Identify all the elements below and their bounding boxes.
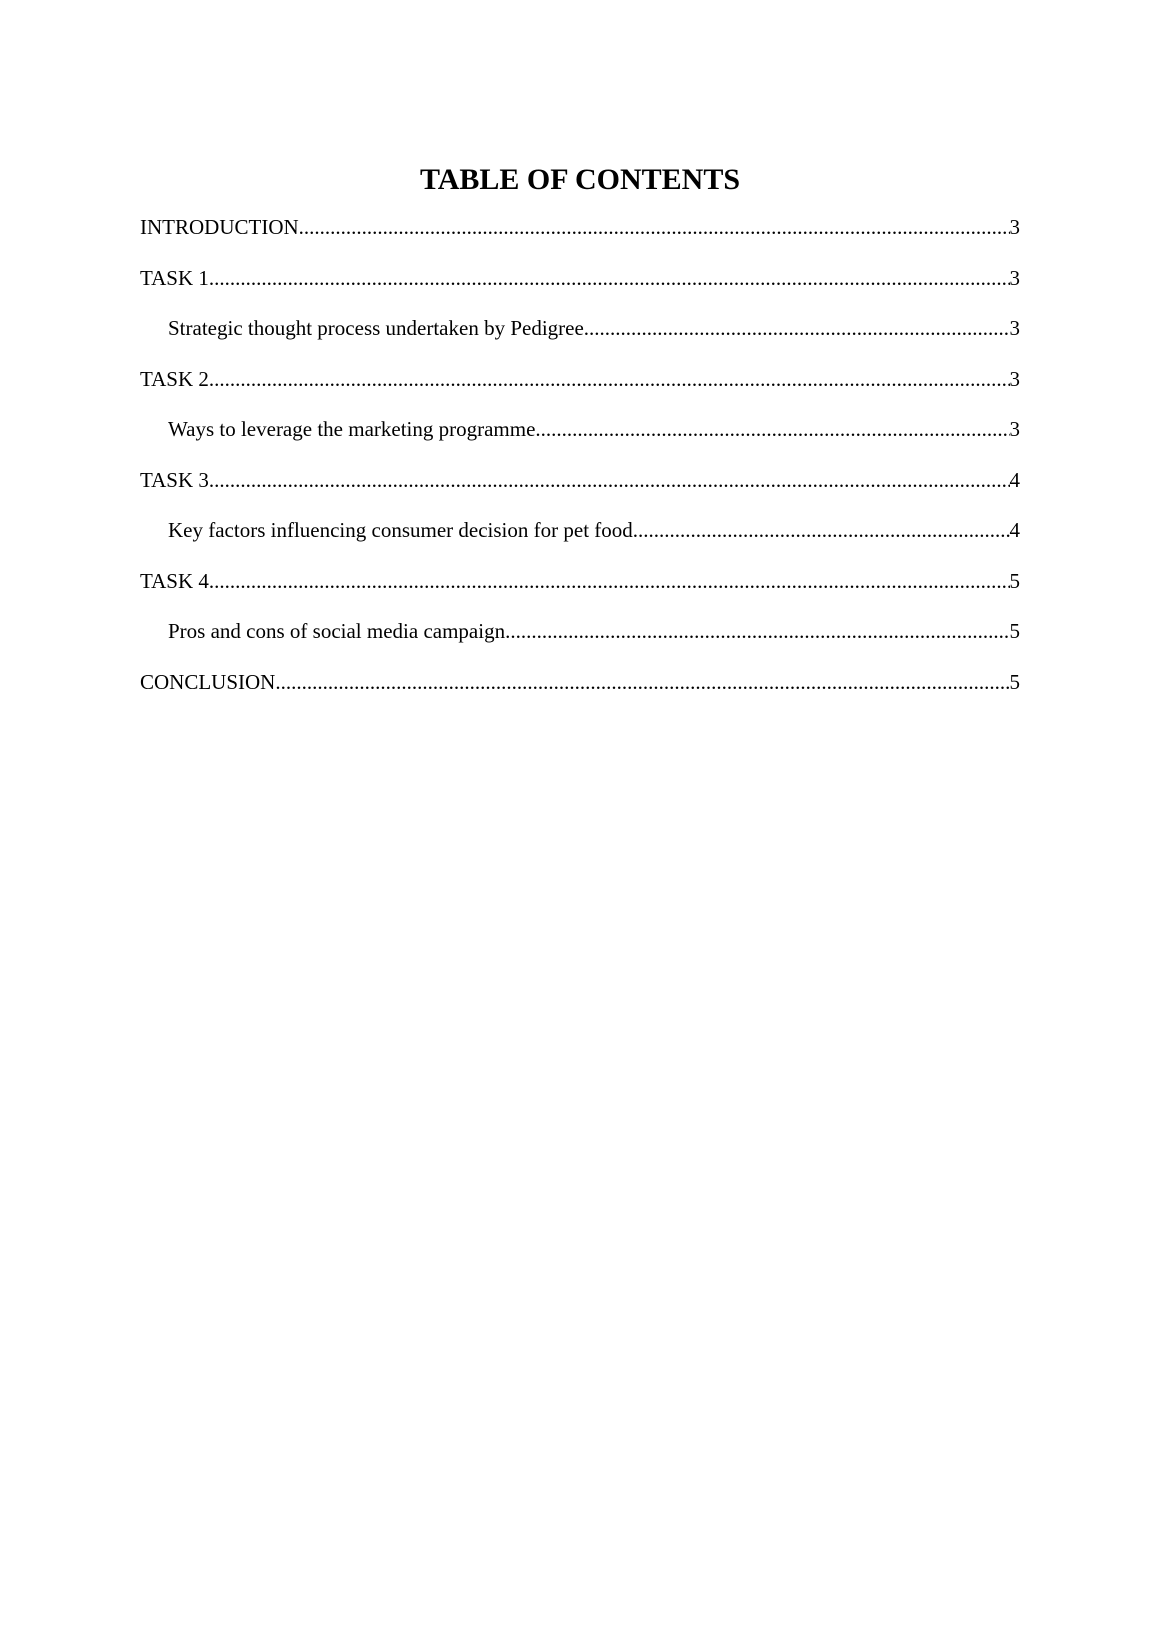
toc-entry-task-1[interactable]: [140, 265, 1020, 316]
toc-entry-label: Key factors influencing consumer decision for pet food: [168, 518, 633, 542]
toc-entry-page-number: 3: [1009, 215, 1020, 239]
dot-leader: [535, 416, 1009, 442]
toc-entry-label: CONCLUSION: [140, 669, 276, 694]
toc-entry-label: Strategic thought process undertaken by Pedigree: [168, 316, 584, 340]
toc-entry-leverage-marketing-programme[interactable]: [140, 416, 1020, 467]
dot-leader: [209, 568, 1010, 594]
toc-entry-label: TASK 1: [140, 265, 209, 290]
toc-entry-introduction[interactable]: [140, 214, 1020, 265]
toc-list: [140, 214, 1020, 719]
dot-leader: [505, 618, 1009, 644]
dot-leader: [209, 467, 1010, 493]
dot-leader: [633, 517, 1010, 543]
toc-entry-conclusion[interactable]: [140, 669, 1020, 720]
dot-leader: [209, 366, 1010, 392]
toc-entry-page-number: 3: [1009, 366, 1020, 391]
toc-entry-page-number: 5: [1009, 619, 1020, 643]
toc-entry-key-factors-consumer-decision[interactable]: [140, 517, 1020, 568]
dot-leader: [209, 265, 1010, 291]
toc-entry-task-2[interactable]: [140, 366, 1020, 417]
toc-entry-task-3[interactable]: [140, 467, 1020, 518]
toc-entry-label: TASK 2: [140, 366, 209, 391]
toc-entry-label: TASK 4: [140, 568, 209, 593]
toc-entry-pros-cons-social-media[interactable]: [140, 618, 1020, 669]
toc-entry-label: INTRODUCTION: [140, 215, 299, 239]
toc-title: TABLE OF CONTENTS: [419, 163, 741, 196]
toc-entry-label: TASK 3: [140, 467, 209, 492]
toc-entry-page-number: 5: [1009, 568, 1020, 593]
toc-entry-label: Ways to leverage the marketing programme: [168, 417, 536, 441]
dot-leader: [584, 315, 1010, 341]
dot-leader: [299, 214, 1010, 240]
dot-leader: [275, 669, 1009, 695]
toc-entry-page-number: 3: [1009, 316, 1020, 340]
toc-entry-task-4[interactable]: [140, 568, 1020, 619]
toc-entry-strategic-thought-process[interactable]: [140, 315, 1020, 366]
toc-entry-page-number: 3: [1009, 417, 1020, 441]
toc-entry-page-number: 3: [1009, 265, 1020, 290]
toc-entry-page-number: 5: [1009, 669, 1020, 694]
toc-entry-page-number: 4: [1009, 518, 1020, 542]
toc-entry-label: Pros and cons of social media campaign: [168, 619, 506, 643]
toc-entry-page-number: 4: [1009, 467, 1020, 492]
